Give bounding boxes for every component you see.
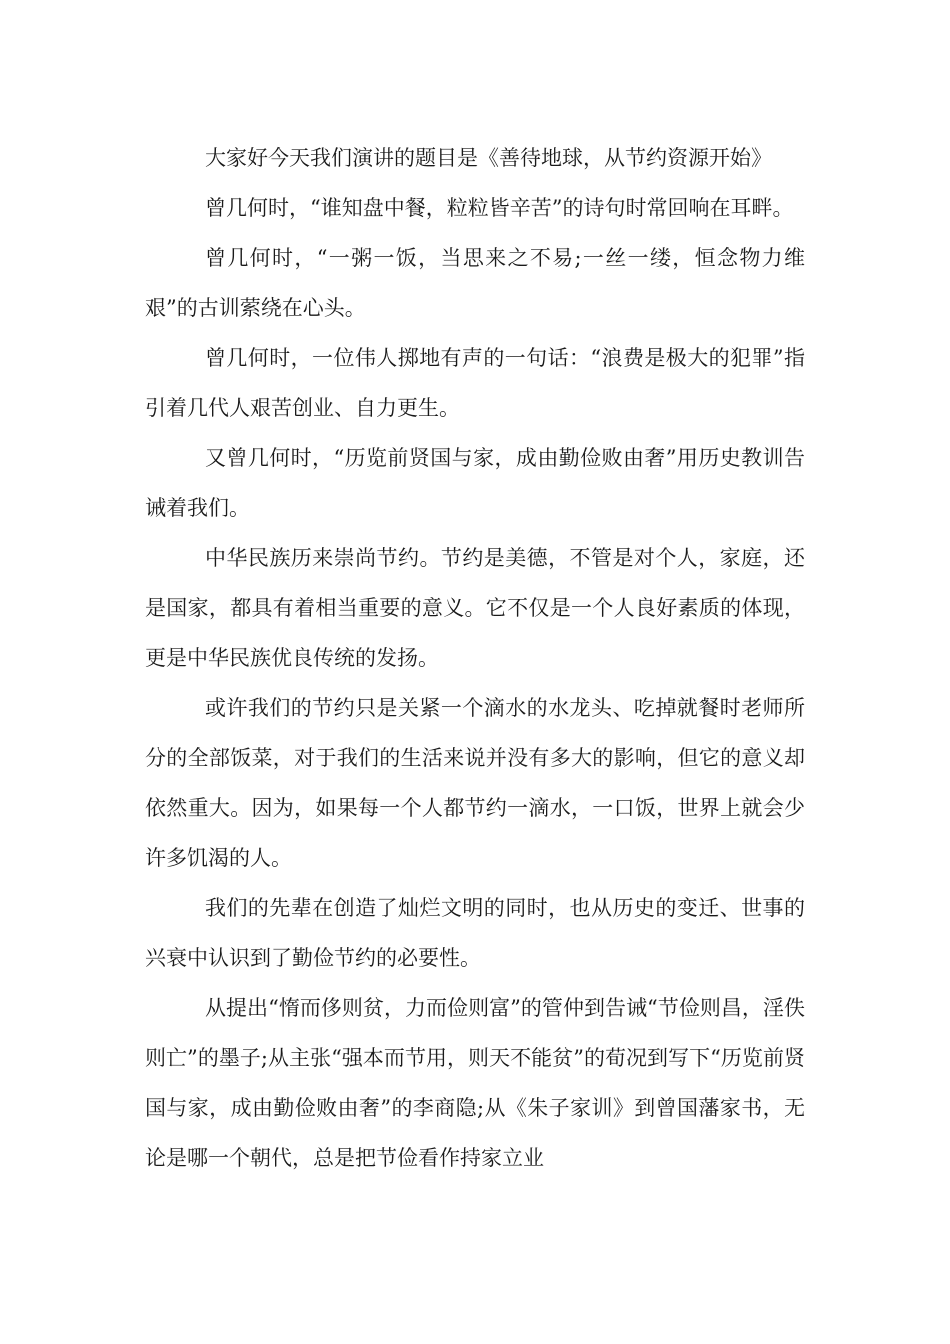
paragraph: 中华民族历来崇尚节约。节约是美德，不管是对个人，家庭，还是国家，都具有着相当重要的意义。它不仅是一个人良好素质的体现，更是中华民族优良传统的发扬。 <box>145 546 805 670</box>
paragraph: 或许我们的节约只是关紧一个滴水的水龙头、吃掉就餐时老师所分的全部饭菜，对于我们的生活来说并没有多大的影响，但它的意义却依然重大。因为，如果每一个人都节约一滴水，一口饭，世界上就会少许多饥渴的人。 <box>145 696 805 870</box>
paragraph: 大家好今天我们演讲的题目是《善待地球，从节约资源开始》 <box>205 146 772 170</box>
paragraph: 曾几何时，一位伟人掷地有声的一句话：“浪费是极大的犯罪”指引着几代人艰苦创业、自力更生。 <box>145 346 805 420</box>
paragraph: 曾几何时，“谁知盘中餐，粒粒皆辛苦”的诗句时常回响在耳畔。 <box>205 196 794 220</box>
document-body <box>145 133 805 1183</box>
paragraph: 我们的先辈在创造了灿烂文明的同时，也从历史的变迁、世事的兴衰中认识到了勤俭节约的必要性。 <box>145 896 805 970</box>
paragraph: 曾几何时，“一粥一饭，当思来之不易;一丝一缕，恒念物力维艰”的古训萦绕在心头。 <box>145 246 805 320</box>
paragraph: 又曾几何时，“历览前贤国与家，成由勤俭败由奢”用历史教训告诫着我们。 <box>145 446 805 520</box>
paragraph: 从提出“惰而侈则贫，力而俭则富”的管仲到告诫“节俭则昌，淫佚则亡”的墨子;从主张“强本而节用，则天不能贫”的荀况到写下“历览前贤国与家，成由勤俭败由奢”的李商隐;从《朱子家训》到曾国藩家书，无论是哪一个朝代，总是把节俭看作持家立业 <box>145 996 805 1170</box>
